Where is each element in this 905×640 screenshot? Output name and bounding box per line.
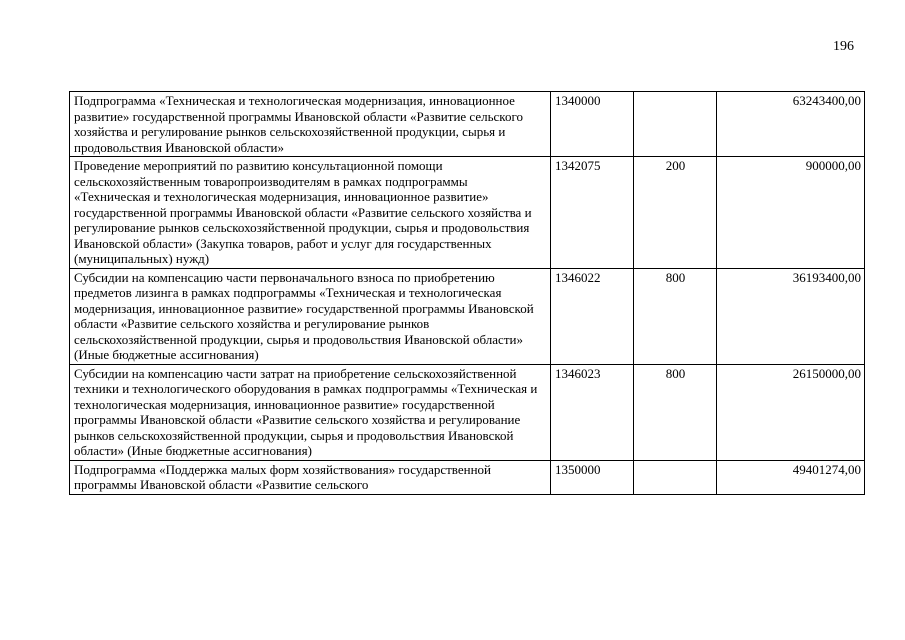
table-row [70, 92, 865, 157]
row-name-cell [70, 460, 551, 494]
row-name-cell: Субсидии на компенсацию части первоначального взноса по приобретению предметов лизинга в рамках подпрограммы «Техническая и технологическая модернизация, инновационное развитие» государственной программы Ивановской области «Развитие сельского хозяйства и регулирование рынков сельскохозяйственной продукции, сырья и продовольствия Ивановской области» (Иные бюджетные ассигнования) [70, 268, 551, 364]
row-name-text: Подпрограмма «Поддержка малых форм хозяйствования» государственной программы Ивановской области «Развитие сельского [74, 461, 492, 492]
budget-table [69, 91, 865, 495]
row-code-cell: 1346022 [551, 268, 634, 364]
table-row [70, 268, 865, 364]
row-name-cell: Субсидии на компенсацию части затрат на приобретение сельскохозяйственной техники и технологического оборудования в рамках подпрограммы «Техническая и технологическая модернизация, инновационное развитие» государственной программы Ивановской области «Развитие сельского хозяйства и регулирование рынков сельскохозяйственной продукции, сырья и продовольствия Ивановской области» (Иные бюджетные ассигнования) [70, 364, 551, 460]
table-row [70, 460, 865, 494]
row-kind-cell: 800 [634, 364, 717, 460]
row-sum-cell: 26150000,00 [717, 364, 865, 460]
page-number: 196 [833, 39, 854, 54]
row-name-cell: Проведение мероприятий по развитию консультационной помощи сельскохозяйственным товаропроизводителям в рамках подпрограммы «Техническая и технологическая модернизация, инновационное развитие» государственной программы Ивановской области «Развитие сельского хозяйства и регулирование рынков сельскохозяйственной продукции, сырья и продовольствия Ивановской области» (Закупка товаров, работ и услуг для государственных (муниципальных) нужд) [70, 157, 551, 269]
row-kind-cell: 800 [634, 268, 717, 364]
row-sum-cell: 49401274,00 [717, 460, 865, 494]
row-code-cell: 1350000 [551, 460, 634, 494]
row-code-cell: 1342075 [551, 157, 634, 269]
row-kind-cell [634, 92, 717, 157]
row-kind-cell [634, 460, 717, 494]
table-row [70, 157, 865, 269]
row-sum-cell: 36193400,00 [717, 268, 865, 364]
row-sum-cell: 63243400,00 [717, 92, 865, 157]
row-code-cell: 1340000 [551, 92, 634, 157]
row-kind-cell: 200 [634, 157, 717, 269]
row-name-cell: Подпрограмма «Техническая и технологическая модернизация, инновационное развитие» государственной программы Ивановской области «Развитие сельского хозяйства и регулирование рынков сельскохозяйственной продукции, сырья и продовольствия Ивановской области» [70, 92, 551, 157]
row-code-cell: 1346023 [551, 364, 634, 460]
table-row [70, 364, 865, 460]
row-sum-cell: 900000,00 [717, 157, 865, 269]
